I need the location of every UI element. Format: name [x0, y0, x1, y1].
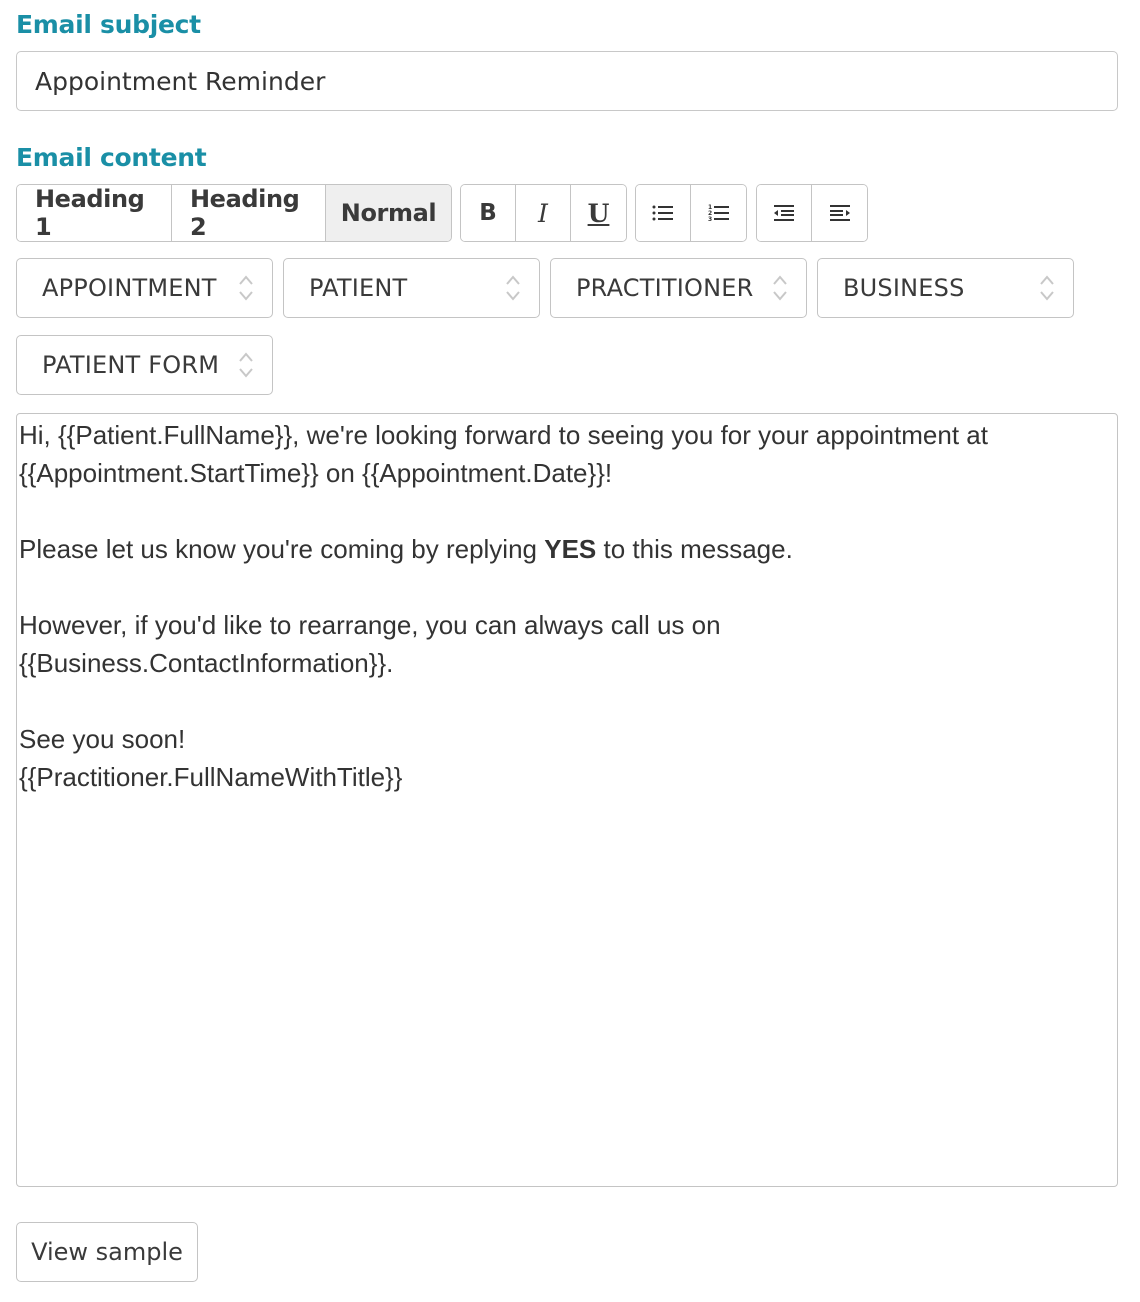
- indent-icon: [829, 204, 851, 222]
- indent-button[interactable]: [812, 185, 867, 241]
- heading-2-button[interactable]: Heading 2: [172, 185, 326, 241]
- email-content-label: Email content: [16, 143, 207, 172]
- underline-button[interactable]: U: [571, 185, 626, 241]
- chevron-updown-icon: [238, 273, 254, 303]
- appointment-select-label: APPOINTMENT: [42, 274, 217, 302]
- heading-1-button[interactable]: Heading 1: [17, 185, 172, 241]
- outdent-icon: [773, 204, 795, 222]
- body-line: Hi, {{Patient.FullName}}, we're looking forward to seeing you for your appointment at: [19, 420, 988, 450]
- business-select[interactable]: [817, 258, 1074, 318]
- italic-button[interactable]: I: [516, 185, 571, 241]
- view-sample-button[interactable]: View sample: [16, 1222, 198, 1282]
- patient-form-select[interactable]: [16, 335, 273, 395]
- svg-text:1: 1: [707, 204, 712, 211]
- body-line: {{Practitioner.FullNameWithTitle}}: [19, 762, 403, 792]
- bold-button[interactable]: B: [461, 185, 516, 241]
- appointment-select[interactable]: [16, 258, 273, 318]
- indent-group: [756, 184, 868, 242]
- text-style-group: [16, 184, 452, 242]
- patient-select[interactable]: [283, 258, 540, 318]
- body-line: However, if you'd like to rearrange, you can always call us on: [19, 610, 721, 640]
- numbered-list-button[interactable]: [691, 185, 746, 241]
- body-line: See you soon!: [19, 724, 186, 754]
- list-group: [635, 184, 747, 242]
- email-subject-label: Email subject: [16, 10, 201, 39]
- body-line: {{Appointment.StartTime}} on {{Appointment.Date}}!: [19, 458, 613, 488]
- outdent-button[interactable]: [757, 185, 812, 241]
- format-group: [460, 184, 627, 242]
- practitioner-select[interactable]: [550, 258, 807, 318]
- practitioner-select-label: PRACTITIONER: [576, 274, 754, 302]
- numbered-list-icon: [708, 203, 730, 223]
- business-select-label: BUSINESS: [843, 274, 965, 302]
- body-line: Please let us know you're coming by replying YES to this message.: [19, 534, 793, 564]
- bullet-list-icon: [652, 204, 674, 222]
- bullet-list-button[interactable]: [636, 185, 691, 241]
- patient-select-label: PATIENT: [309, 274, 408, 302]
- chevron-updown-icon: [1039, 273, 1055, 303]
- normal-button[interactable]: Normal: [326, 185, 451, 241]
- body-line: {{Business.ContactInformation}}.: [19, 648, 394, 678]
- svg-text:3: 3: [707, 216, 712, 223]
- chevron-updown-icon: [238, 350, 254, 380]
- email-subject-input[interactable]: [16, 51, 1118, 111]
- bold-text: YES: [544, 534, 597, 564]
- email-content-editor[interactable]: [16, 413, 1118, 1187]
- chevron-updown-icon: [772, 273, 788, 303]
- chevron-updown-icon: [505, 273, 521, 303]
- patient-form-select-label: PATIENT FORM: [42, 351, 220, 379]
- svg-text:2: 2: [707, 210, 712, 217]
